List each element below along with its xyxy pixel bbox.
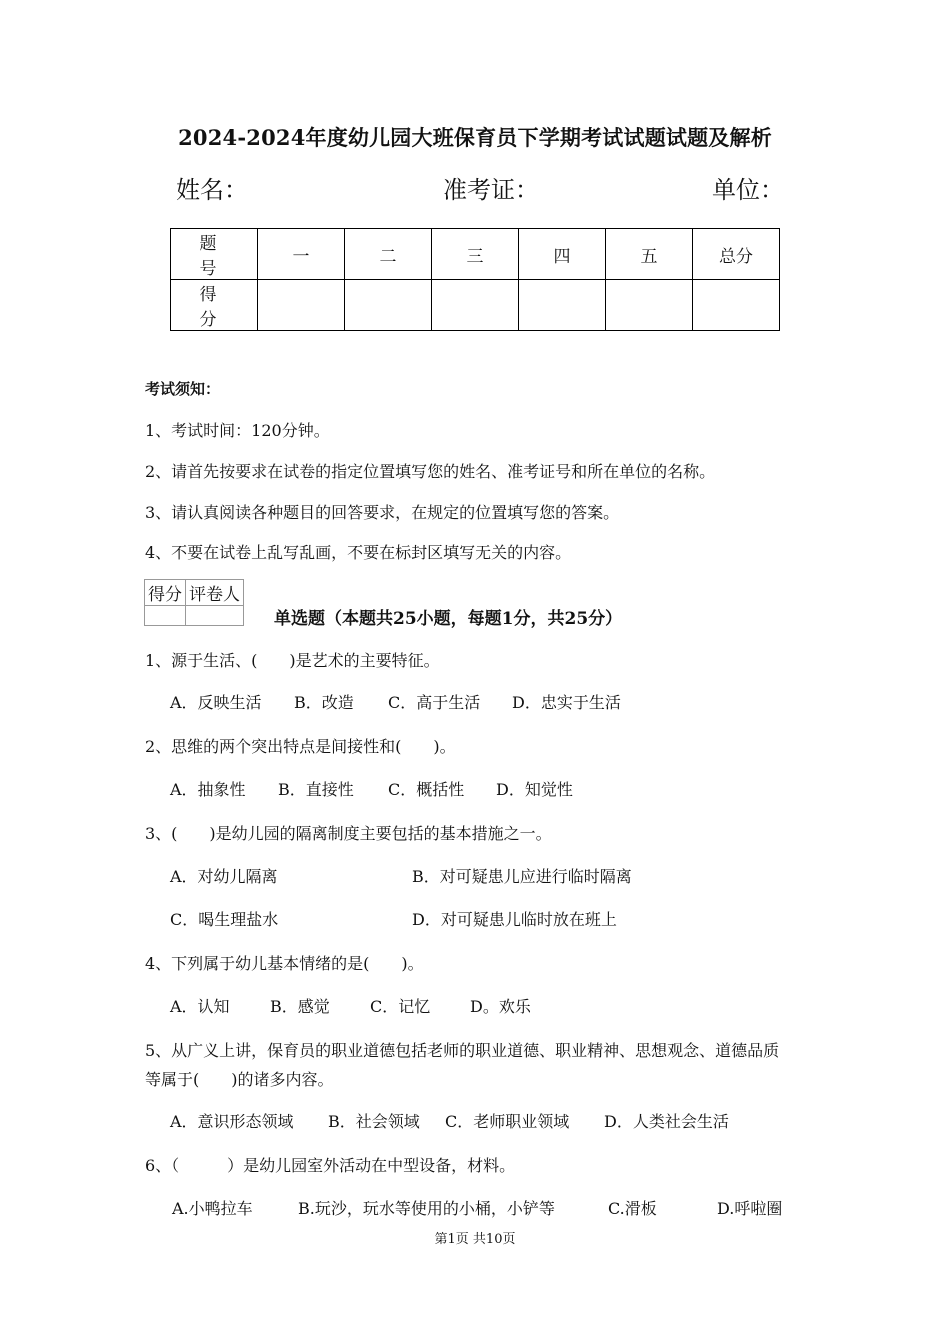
option: D．忠实于生活 bbox=[512, 693, 621, 712]
option: A．反映生活 bbox=[170, 693, 262, 712]
score-cell-4 bbox=[519, 280, 606, 331]
notice-item: 3、请认真阅读各种题目的回答要求，在规定的位置填写您的答案。 bbox=[145, 503, 620, 522]
question-stem: 6、（ ）是幼儿园室外活动在中型设备，材料。 bbox=[145, 1156, 516, 1175]
option: B．对可疑患儿应进行临时隔离 bbox=[412, 867, 632, 886]
score-cell-2 bbox=[345, 280, 432, 331]
exam-number-label: 准考证： bbox=[443, 176, 539, 204]
option: D．知觉性 bbox=[496, 780, 573, 799]
option: C.滑板 bbox=[608, 1199, 657, 1218]
name-label: 姓名： bbox=[176, 176, 248, 204]
score-header-3: 三 bbox=[432, 229, 519, 280]
option: B．改造 bbox=[294, 693, 354, 712]
question-stem: 3、( )是幼儿园的隔离制度主要包括的基本措施之一。 bbox=[145, 824, 552, 843]
option: B．社会领域 bbox=[328, 1112, 420, 1131]
score-table-score-row bbox=[171, 280, 780, 331]
grader-box bbox=[144, 579, 244, 626]
score-cell-3 bbox=[432, 280, 519, 331]
option: A.小鸭拉车 bbox=[172, 1199, 253, 1218]
option: A．对幼儿隔离 bbox=[170, 867, 278, 886]
grader-score-label: 得分 bbox=[145, 580, 186, 606]
option: A．抽象性 bbox=[170, 780, 246, 799]
option: B．感觉 bbox=[270, 997, 330, 1016]
question-stem: 1、源于生活、( )是艺术的主要特征。 bbox=[145, 651, 440, 670]
option: B.玩沙，玩水等使用的小桶，小铲等 bbox=[298, 1199, 555, 1218]
score-cell-5 bbox=[606, 280, 693, 331]
score-header-4: 四 bbox=[519, 229, 606, 280]
score-header-2: 二 bbox=[345, 229, 432, 280]
option: D．人类社会生活 bbox=[604, 1112, 729, 1131]
score-table bbox=[170, 228, 780, 331]
page-footer: 第1页 共10页 bbox=[434, 1232, 516, 1247]
grader-score-cell bbox=[145, 606, 186, 626]
option: D.呼啦圈 bbox=[717, 1199, 783, 1218]
unit-label: 单位： bbox=[712, 176, 784, 204]
option: C．喝生理盐水 bbox=[170, 910, 279, 929]
notice-heading: 考试须知： bbox=[145, 380, 221, 398]
score-cell-total bbox=[693, 280, 780, 331]
option: A．意识形态领域 bbox=[170, 1112, 294, 1131]
grader-name-cell bbox=[186, 606, 244, 626]
option: C．老师职业领域 bbox=[445, 1112, 570, 1131]
score-cell-1 bbox=[258, 280, 345, 331]
option: D．对可疑患儿临时放在班上 bbox=[412, 910, 617, 929]
score-header-label: 题 号 bbox=[171, 229, 258, 280]
question-stem: 2、思维的两个突出特点是间接性和( )。 bbox=[145, 737, 456, 756]
score-row-label: 得 分 bbox=[171, 280, 258, 331]
option: A．认知 bbox=[170, 997, 230, 1016]
score-header-1: 一 bbox=[258, 229, 345, 280]
option: B．直接性 bbox=[278, 780, 354, 799]
option: C．记忆 bbox=[370, 997, 431, 1016]
score-header-total: 总分 bbox=[693, 229, 780, 280]
question-stem: 5、从广义上讲，保育员的职业道德包括老师的职业道德、职业精神、思想观念、道德品质 bbox=[145, 1041, 780, 1060]
option: D。欢乐 bbox=[470, 997, 531, 1016]
score-table-header-row bbox=[171, 229, 780, 280]
question-stem-continued: 等属于( )的诸多内容。 bbox=[145, 1070, 334, 1089]
page-title: 2024-2024年度幼儿园大班保育员下学期考试试题试题及解析 bbox=[178, 125, 772, 150]
option: C．概括性 bbox=[388, 780, 465, 799]
score-header-5: 五 bbox=[606, 229, 693, 280]
notice-item: 4、不要在试卷上乱写乱画，不要在标封区填写无关的内容。 bbox=[145, 543, 572, 562]
section-title: 单选题（本题共25小题，每题1分，共25分） bbox=[274, 609, 623, 629]
notice-item: 2、请首先按要求在试卷的指定位置填写您的姓名、准考证号和所在单位的名称。 bbox=[145, 462, 716, 481]
question-stem: 4、下列属于幼儿基本情绪的是( )。 bbox=[145, 954, 424, 973]
option: C．高于生活 bbox=[388, 693, 481, 712]
grader-name-label: 评卷人 bbox=[186, 580, 244, 606]
notice-item: 1、考试时间：120分钟。 bbox=[145, 421, 330, 440]
